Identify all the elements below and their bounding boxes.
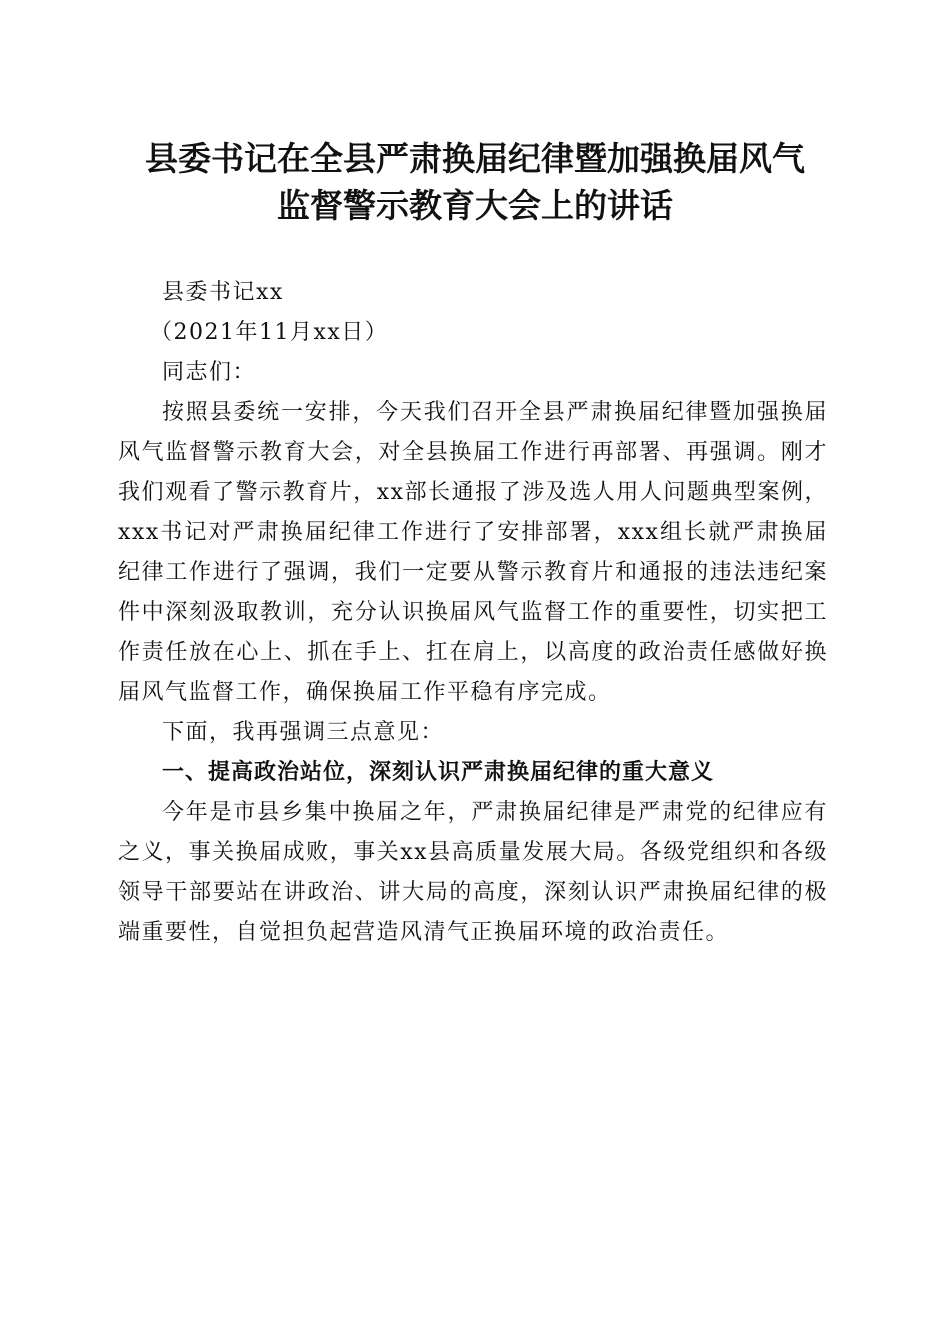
paragraph-transition: 下面，我再强调三点意见： [162,720,445,745]
paragraph-section-1: 今年是市县乡集中换届之年，严肃换届纪律是严肃党的纪律应有之义，事关换届成败，事关xx县高质量发展大局。各级党组织和各级领导干部要站在讲政治、讲大局的高度，深刻认识严肃换届纪律的极端重要性，自觉担负起营造风清气正换届环境的政治责任。 [118,800,828,945]
section-heading-1: 一、提高政治站位，深刻认识严肃换届纪律的重大意义 [162,760,715,785]
paragraph-intro: 按照县委统一安排，今天我们召开全县严肃换届纪律暨加强换届风气监督警示教育大会，对全县换届工作进行再部署、再强调。刚才我们观看了警示教育片，xx部长通报了涉及选人用人问题典型案例，xxx书记对严肃换届纪律工作进行了安排部署，xxx组长就严肃换届纪律工作进行了强调，我们一定要从警示教育片和通报的违法违纪案件中深刻汲取教训，充分认识换届风气监督工作的重要性，切实把工作责任放在心上、抓在手上、扛在肩上，以高度的政治责任感做好换届风气监督工作，确保换届工作平稳有序完成。 [118,400,828,705]
author-line: 县委书记xx [162,280,284,305]
document-title-line-1: 县委书记在全县严肃换届纪律暨加强换届风气 [145,139,805,178]
document-title-line-2: 监督警示教育大会上的讲话 [277,186,673,225]
date-line: （2021年11月xx日） [150,320,389,345]
document-body [118,273,828,953]
salutation: 同志们： [162,360,257,385]
